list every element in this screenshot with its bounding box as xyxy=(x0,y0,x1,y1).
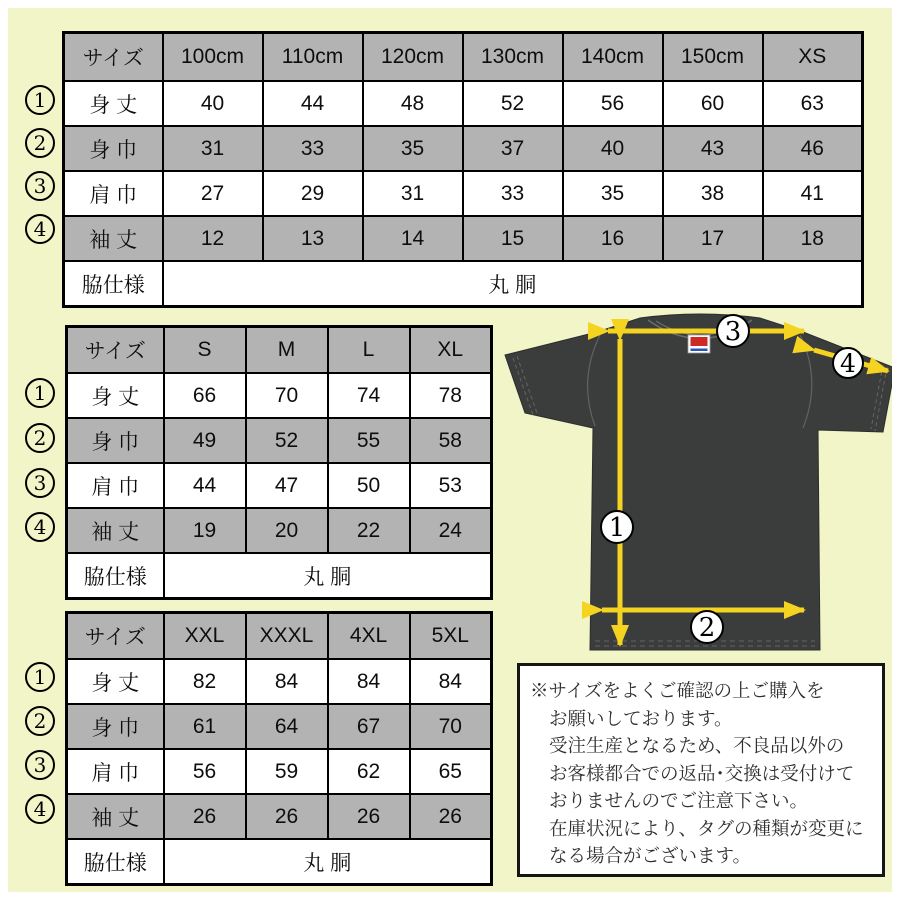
measurement-value: 15 xyxy=(463,216,563,261)
measurement-value: 50 xyxy=(328,463,410,508)
measurement-row xyxy=(67,463,492,508)
row-marker-digit: 4 xyxy=(33,797,47,821)
row-marker-digit: 3 xyxy=(33,174,47,198)
measurement-row xyxy=(67,418,492,463)
measurement-value: 52 xyxy=(463,81,563,126)
measurement-value: 40 xyxy=(563,126,663,171)
measurement-row xyxy=(64,216,863,261)
column-header: 5XL xyxy=(410,613,492,660)
measurement-value: 14 xyxy=(363,216,463,261)
measurement-row xyxy=(67,508,492,553)
footer-row xyxy=(64,261,863,307)
column-header: 4XL xyxy=(328,613,410,660)
row-marker-1 xyxy=(25,378,55,408)
size-corner-label: サイズ xyxy=(64,33,163,82)
notice-line: おりませんのでご注意下さい。 xyxy=(549,790,809,811)
measurement-value: 56 xyxy=(164,749,246,794)
row-marker-3 xyxy=(25,171,55,201)
column-header: XL xyxy=(410,327,492,374)
measurement-value: 56 xyxy=(563,81,663,126)
measurement-value: 40 xyxy=(163,81,263,126)
measurement-value: 20 xyxy=(246,508,328,553)
measurement-value: 59 xyxy=(246,749,328,794)
row-marker-1 xyxy=(25,662,55,692)
row-label: 袖 丈 xyxy=(67,508,164,553)
notice-line: 在庫状況により、タグの種類が変更に xyxy=(549,817,864,839)
row-label: 身 丈 xyxy=(64,81,163,126)
measurement-value: 74 xyxy=(328,373,410,418)
column-header: XS xyxy=(763,33,863,82)
footer-value: 丸 胴 xyxy=(164,553,492,599)
measurement-row xyxy=(64,81,863,126)
measurement-value: 33 xyxy=(463,171,563,216)
notice-line: お客様都合での返品･交換は受付けて xyxy=(549,762,855,784)
measurement-value: 55 xyxy=(328,418,410,463)
size-table-adult xyxy=(65,325,493,600)
footer-row xyxy=(67,553,492,599)
row-label: 袖 丈 xyxy=(67,794,164,839)
measurement-value: 62 xyxy=(328,749,410,794)
measurement-value: 26 xyxy=(328,794,410,839)
measurement-value: 64 xyxy=(246,704,328,749)
row-label: 肩 巾 xyxy=(64,171,163,216)
measurement-value: 70 xyxy=(410,704,492,749)
svg-text:3: 3 xyxy=(724,317,742,347)
measurement-value: 37 xyxy=(463,126,563,171)
row-marker-2 xyxy=(25,423,55,453)
measurement-value: 27 xyxy=(163,171,263,216)
measurement-value: 33 xyxy=(263,126,363,171)
footer-label: 脇仕様 xyxy=(67,839,164,885)
measurement-value: 22 xyxy=(328,508,410,553)
row-label: 肩 巾 xyxy=(67,749,164,794)
notice-line: なる場合がございます。 xyxy=(549,845,752,866)
tshirt-measurement-diagram xyxy=(500,305,900,665)
column-header: 140cm xyxy=(563,33,663,82)
row-marker-1 xyxy=(25,85,55,115)
measurement-value: 84 xyxy=(410,659,492,704)
size-corner-label: サイズ xyxy=(67,327,164,374)
row-label: 身 巾 xyxy=(67,704,164,749)
measurement-row xyxy=(67,659,492,704)
measurement-value: 49 xyxy=(164,418,246,463)
measurement-value: 58 xyxy=(410,418,492,463)
row-marker-digit: 4 xyxy=(33,217,47,241)
row-marker-digit: 1 xyxy=(33,665,47,689)
measurement-value: 84 xyxy=(246,659,328,704)
row-label: 身 巾 xyxy=(67,418,164,463)
measurement-value: 18 xyxy=(763,216,863,261)
measurement-value: 61 xyxy=(164,704,246,749)
size-table xyxy=(62,31,864,308)
column-header: 120cm xyxy=(363,33,463,82)
column-header: 100cm xyxy=(163,33,263,82)
measurement-value: 48 xyxy=(363,81,463,126)
measurement-row xyxy=(67,794,492,839)
measurement-value: 13 xyxy=(263,216,363,261)
diagram-marker-4 xyxy=(833,348,863,378)
measurement-row xyxy=(67,373,492,418)
header-row xyxy=(64,33,863,82)
measurement-value: 16 xyxy=(563,216,663,261)
row-label: 身 巾 xyxy=(64,126,163,171)
size-table-big xyxy=(65,611,493,886)
row-marker-4 xyxy=(25,512,55,542)
measurement-value: 26 xyxy=(246,794,328,839)
measurement-value: 35 xyxy=(563,171,663,216)
measurement-value: 63 xyxy=(763,81,863,126)
measurement-row xyxy=(67,704,492,749)
row-marker-4 xyxy=(25,214,55,244)
measurement-value: 31 xyxy=(163,126,263,171)
measurement-value: 46 xyxy=(763,126,863,171)
size-table-kids xyxy=(62,31,864,308)
row-label: 身 丈 xyxy=(67,659,164,704)
size-table xyxy=(65,611,493,886)
measurement-value: 29 xyxy=(263,171,363,216)
header-row xyxy=(67,613,492,660)
svg-text:2: 2 xyxy=(698,613,716,643)
column-header: L xyxy=(328,327,410,374)
svg-text:1: 1 xyxy=(608,513,626,543)
row-marker-digit: 3 xyxy=(33,471,47,495)
size-corner-label: サイズ xyxy=(67,613,164,660)
measurement-value: 41 xyxy=(763,171,863,216)
diagram-marker-2 xyxy=(691,611,723,643)
measurement-value: 66 xyxy=(164,373,246,418)
size-table xyxy=(65,325,493,600)
measurement-value: 43 xyxy=(663,126,763,171)
row-marker-3 xyxy=(25,468,55,498)
measurement-value: 47 xyxy=(246,463,328,508)
measurement-value: 38 xyxy=(663,171,763,216)
row-marker-digit: 2 xyxy=(33,131,47,155)
footer-value: 丸 胴 xyxy=(163,261,863,307)
notice-line: お願いしております。 xyxy=(549,707,733,729)
measurement-value: 82 xyxy=(164,659,246,704)
column-header: XXXL xyxy=(246,613,328,660)
row-marker-2 xyxy=(25,128,55,158)
measurement-value: 65 xyxy=(410,749,492,794)
row-marker-digit: 1 xyxy=(33,381,47,405)
column-header: XXL xyxy=(164,613,246,660)
column-header: M xyxy=(246,327,328,374)
measurement-value: 44 xyxy=(263,81,363,126)
measurement-value: 60 xyxy=(663,81,763,126)
svg-text:4: 4 xyxy=(840,349,856,378)
measurement-row xyxy=(67,749,492,794)
row-label: 肩 巾 xyxy=(67,463,164,508)
row-label: 袖 丈 xyxy=(64,216,163,261)
footer-value: 丸 胴 xyxy=(164,839,492,885)
measurement-value: 35 xyxy=(363,126,463,171)
row-marker-4 xyxy=(25,794,55,824)
measurement-value: 19 xyxy=(164,508,246,553)
measurement-value: 84 xyxy=(328,659,410,704)
measurement-row xyxy=(64,171,863,216)
row-marker-digit: 1 xyxy=(33,88,47,112)
measurement-value: 12 xyxy=(163,216,263,261)
footer-label: 脇仕様 xyxy=(67,553,164,599)
purchase-notice-box xyxy=(517,663,885,877)
brand-tag xyxy=(688,335,710,353)
row-marker-2 xyxy=(25,706,55,736)
row-label: 身 丈 xyxy=(67,373,164,418)
measurement-value: 17 xyxy=(663,216,763,261)
column-header: 110cm xyxy=(263,33,363,82)
measurement-value: 78 xyxy=(410,373,492,418)
measurement-value: 26 xyxy=(410,794,492,839)
row-marker-digit: 4 xyxy=(33,515,47,539)
measurement-row xyxy=(64,126,863,171)
column-header: 150cm xyxy=(663,33,763,82)
footer-label: 脇仕様 xyxy=(64,261,163,307)
row-marker-3 xyxy=(25,750,55,780)
column-header: 130cm xyxy=(463,33,563,82)
diagram-marker-1 xyxy=(601,511,633,543)
measurement-value: 52 xyxy=(246,418,328,463)
measurement-value: 31 xyxy=(363,171,463,216)
notice-line: ※サイズをよくご確認の上ご購入を xyxy=(530,680,825,701)
row-marker-digit: 3 xyxy=(33,753,47,777)
footer-row xyxy=(67,839,492,885)
measurement-value: 70 xyxy=(246,373,328,418)
row-marker-digit: 2 xyxy=(33,426,47,450)
measurement-value: 44 xyxy=(164,463,246,508)
diagram-marker-3 xyxy=(717,315,749,347)
measurement-value: 26 xyxy=(164,794,246,839)
row-marker-digit: 2 xyxy=(33,709,47,733)
header-row xyxy=(67,327,492,374)
measurement-value: 67 xyxy=(328,704,410,749)
measurement-value: 24 xyxy=(410,508,492,553)
column-header: S xyxy=(164,327,246,374)
notice-line: 受注生産となるため、不良品以外の xyxy=(549,735,845,756)
measurement-value: 53 xyxy=(410,463,492,508)
